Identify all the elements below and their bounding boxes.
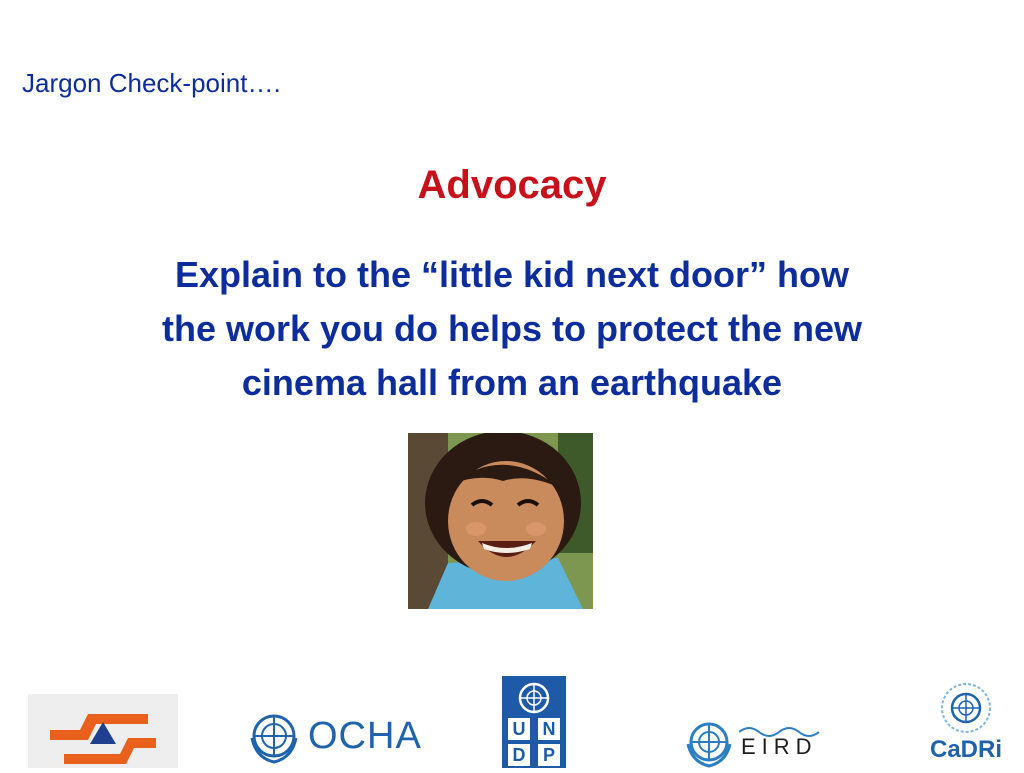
undp-letter-p: P (538, 744, 560, 766)
un-emblem-icon (246, 708, 302, 764)
undp-logo (502, 676, 566, 768)
un-emblem-icon (936, 682, 996, 738)
eird-logo (683, 716, 833, 768)
undp-letter-n: N (538, 718, 560, 740)
ndma-logo (28, 694, 178, 768)
undp-letter-u: U (508, 718, 530, 740)
smiling-child-photo-icon (408, 433, 593, 609)
body-line: Explain to the “little kid next door” how (174, 254, 850, 295)
slide-header-title: Jargon Check-point…. (22, 68, 281, 98)
ocha-logo-text: OCHA (308, 715, 422, 757)
cadri-logo (926, 682, 1006, 768)
un-emblem-icon (683, 716, 735, 768)
slide-body (40, 248, 984, 410)
ndma-logo-icon (28, 694, 178, 768)
un-emblem-icon (512, 680, 556, 716)
cadri-logo-text: CaDRi (930, 736, 1003, 763)
child-photo (408, 433, 593, 609)
undp-letter-d: D (508, 744, 530, 766)
body-line: cinema hall from an earthquake (241, 362, 783, 403)
eird-logo-text: EIRD (741, 734, 818, 759)
ocha-logo (246, 706, 446, 766)
body-line: the work you do helps to protect the new (161, 308, 863, 349)
slide-heading: Advocacy (417, 163, 607, 207)
